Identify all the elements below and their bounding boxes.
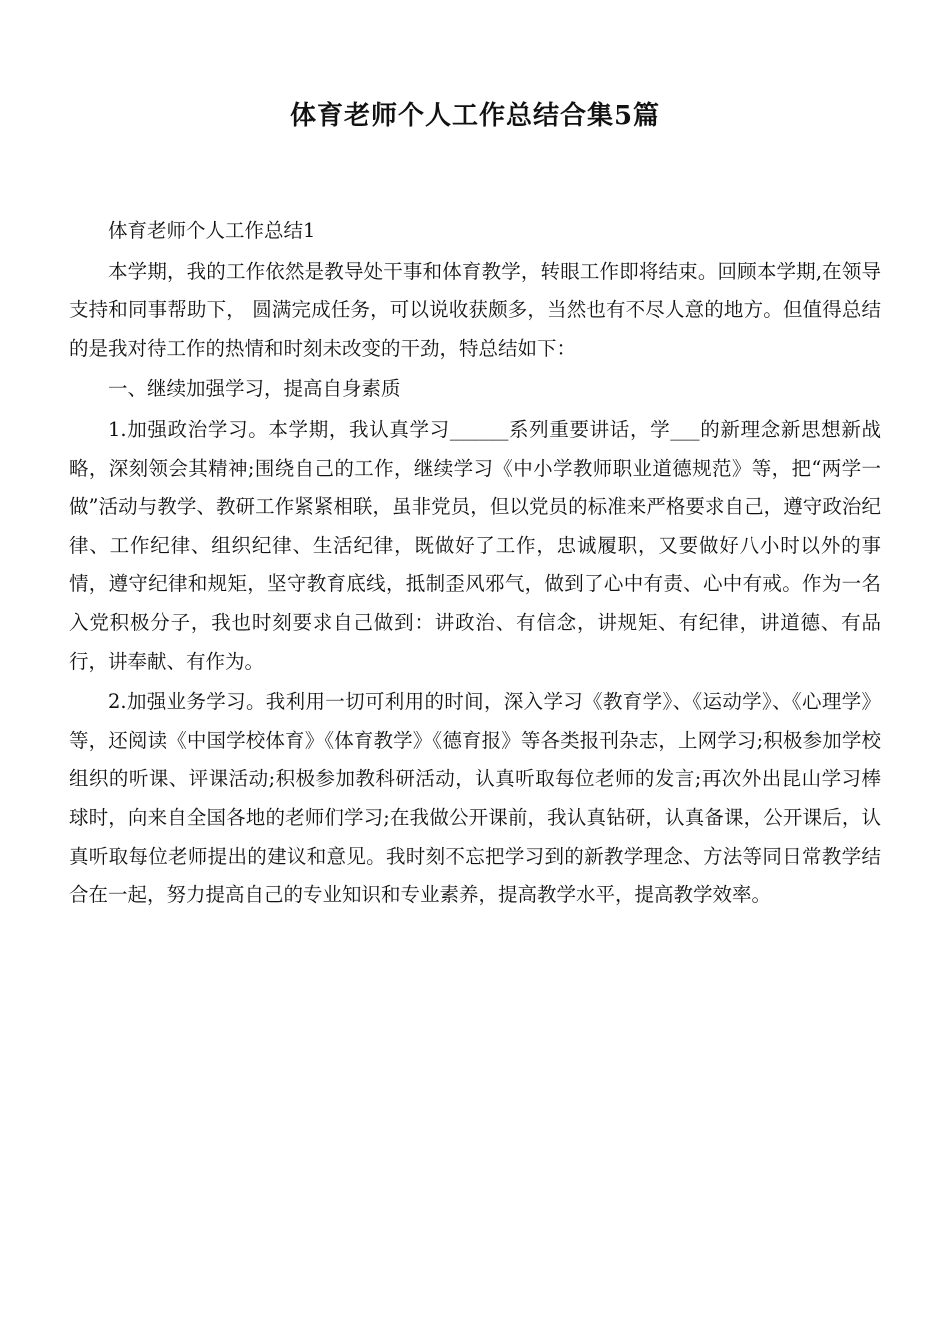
- section-heading: 体育老师个人工作总结1: [108, 219, 316, 242]
- paragraph-political-study: 1.加强政治学习。本学期，我认真学习______系列重要讲话，学___的新理念新思想新战略，深刻领会其精神;围绕自己的工作，继续学习《中小学教师职业道德规范》等，把“两学一做”活动与教学、教研工作紧紧相联，虽非党员，但以党员的标准来严格要求自己，遵守政治纪律、工作纪律、组织纪律、生活纪律，既做好了工作，忠诚履职，又要做好八小时以外的事情，遵守纪律和规矩，坚守教育底线，抵制歪风邪气，做到了心中有责、心中有戒。作为一名入党积极分子，我也时刻要求自己做到：讲政治、有信念，讲规矩、有纪律，讲道德、有品行，讲奉献、有作为。: [69, 417, 881, 673]
- paragraph-intro: 本学期，我的工作依然是教导处干事和体育教学，转眼工作即将结束。回顾本学期,在领导支持和同事帮助下， 圆满完成任务，可以说收获颇多，当然也有不尽人意的地方。但值得总结的是我对待工作的热情和时刻未改变的干劲，特总结如下：: [69, 259, 881, 360]
- subheading-study: 一、继续加强学习，提高自身素质: [108, 377, 401, 401]
- paragraph-professional-study: 2.加强业务学习。我利用一切可利用的时间，深入学习《教育学》、《运动学》、《心理学》等，还阅读《中国学校体育》《体育教学》《德育报》等各类报刊杂志，上网学习;积极参加学校组织的听课、评课活动;积极参加教科研活动，认真听取每位老师的发言;再次外出昆山学习棒球时，向来自全国各地的老师们学习;在我做公开课前，我认真钻研，认真备课，公开课后，认真听取每位老师提出的建议和意见。我时刻不忘把学习到的新教学理念、方法等同日常教学结合在一起，努力提高自己的专业知识和专业素养，提高教学水平，提高教学效率。: [69, 690, 881, 907]
- document-body: [69, 212, 881, 915]
- document-title: 体育老师个人工作总结合集5篇: [289, 101, 661, 131]
